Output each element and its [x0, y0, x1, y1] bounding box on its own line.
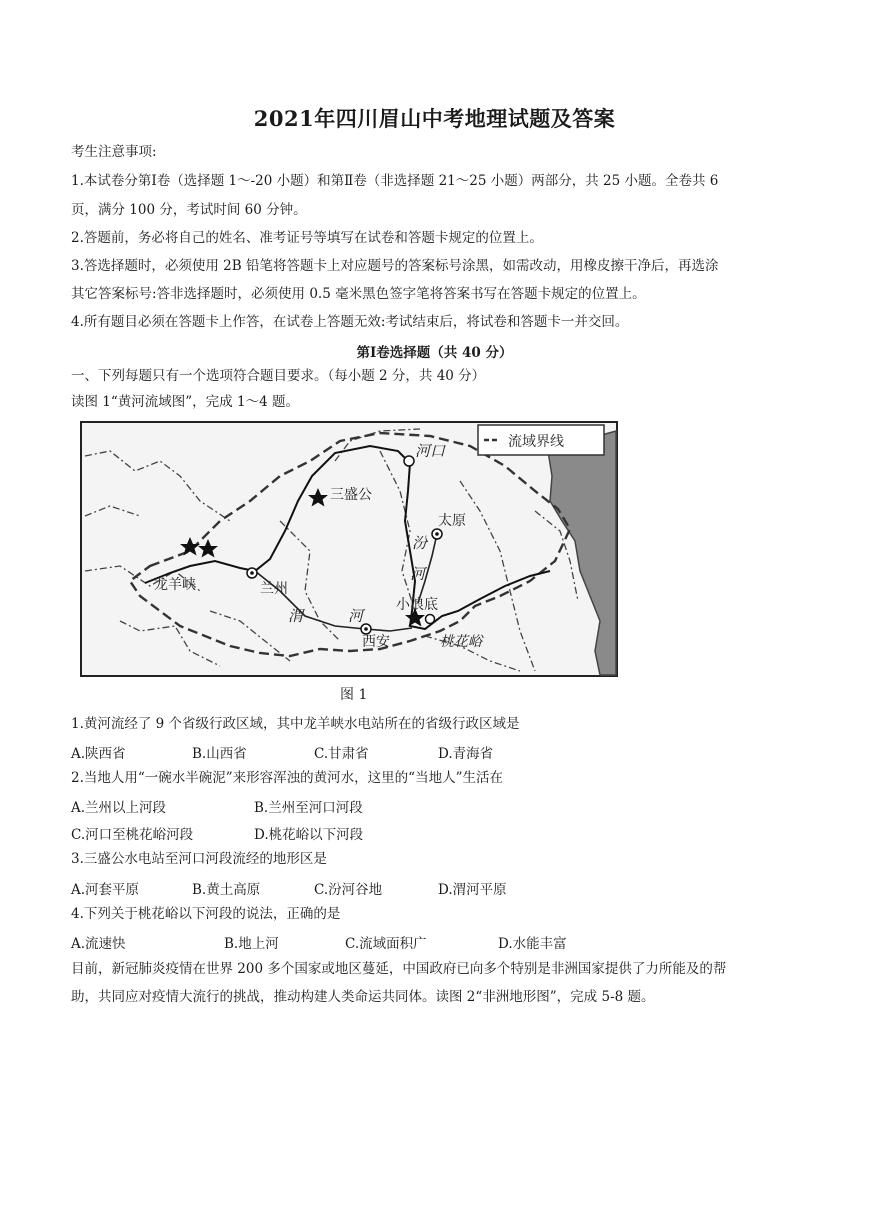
closing-paragraph: 助，共同应对疫情大流行的挑战，推动构建人类命运共同体。读图 2“非洲地形图”，完成 5-8 题。: [71, 989, 655, 1005]
notice-item: 4.所有题目必须在答题卡上作答，在试卷上答题无效:考试结束后，将试卷和答题卡一并交回。: [71, 314, 629, 330]
label-lanzhou: 兰州: [260, 581, 288, 597]
question-option: D.渭河平原: [438, 882, 507, 898]
city-taohuayu-marker: [426, 615, 435, 624]
legend-label: 流域界线: [508, 434, 564, 450]
question-option: C.甘肃省: [314, 746, 369, 762]
label-taiyuan: 太原: [438, 513, 466, 529]
question-stem: 4.下列关于桃花峪以下河段的说法，正确的是: [71, 906, 341, 922]
question-option: B.兰州至河口河段: [254, 800, 363, 816]
label-longyangxia: 龙羊峡: [154, 577, 196, 593]
question-stem: 1.黄河流经了 9 个省级行政区域，其中龙羊峡水电站所在的省级行政区域是: [71, 716, 520, 732]
question-option: C.河口至桃花峪河段: [71, 827, 194, 843]
city-hekou-marker: [404, 456, 414, 466]
notice-heading: 考生注意事项:: [71, 144, 157, 160]
label-hekou: 河口: [415, 442, 446, 460]
question-option: B.地上河: [224, 936, 279, 952]
question-option: D.青海省: [438, 746, 494, 762]
closing-paragraph: 目前，新冠肺炎疫情在世界 200 多个国家或地区蔓延，中国政府已向多个特别是非洲国家提供了力所能及的帮: [71, 961, 727, 977]
question-option: A.兰州以上河段: [71, 800, 167, 816]
question-option: B.山西省: [192, 746, 247, 762]
section-title: 第Ⅰ卷选择题（共 40 分）: [356, 345, 513, 361]
question-option: A.陕西省: [71, 746, 126, 762]
notice-item: 2.答题前，务必将自己的姓名、准考证号等填写在试卷和答题卡规定的位置上。: [71, 230, 543, 246]
figure-instruction: 读图 1“黄河流域图”，完成 1～4 题。: [71, 394, 299, 410]
notice-item: 其它答案标号:答非选择题时，必须使用 0.5 毫米黑色签字笔将答案书写在答题卡规定的位置上。: [71, 286, 646, 302]
page-title: 2021年四川眉山中考地理试题及答案: [253, 106, 616, 131]
label-he-fen: 河: [410, 565, 426, 583]
label-fen: 汾: [412, 534, 428, 552]
question-stem: 3.三盛公水电站至河口河段流经的地形区是: [71, 851, 327, 867]
question-option: C.流域面积广: [345, 936, 427, 952]
figure-caption: 图 1: [340, 687, 368, 703]
notice-item: 1.本试卷分第Ⅰ卷（选择题 1～-20 小题）和第Ⅱ卷（非选择题 21～25 小题）两部分，共 25 小题。全卷共 6: [71, 173, 719, 189]
question-option: B.黄土高原: [192, 882, 261, 898]
notice-item: 3.答选择题时，必须使用 2B 铅笔将答题卡上对应题号的答案标号涂黑，如需改动，用橡皮擦干净后，再选涂: [71, 258, 719, 274]
label-xian: 西安: [362, 634, 390, 650]
label-xiaolangdi: 小浪底: [396, 597, 438, 613]
question-option: D.桃花峪以下河段: [254, 827, 364, 843]
question-option: C.汾河谷地: [314, 882, 383, 898]
label-he-wei: 河: [348, 607, 364, 625]
label-wei: 渭: [288, 607, 304, 625]
question-stem: 2.当地人用“一碗水半碗泥”来形容浑浊的黄河水，这里的“当地人”生活在: [71, 770, 503, 786]
yellow-river-basin-map: [80, 421, 618, 677]
label-sanshenggong: 三盛公: [330, 487, 372, 503]
section-instruction: 一、下列每题只有一个选项符合题目要求。（每小题 2 分，共 40 分）: [71, 368, 486, 384]
label-taohuayu: 桃花峪: [440, 634, 482, 650]
notice-item: 页，满分 100 分，考试时间 60 分钟。: [71, 202, 307, 218]
question-option: A.河套平原: [71, 882, 140, 898]
question-option: A.流速快: [71, 936, 126, 952]
question-option: D.水能丰富: [498, 936, 567, 952]
